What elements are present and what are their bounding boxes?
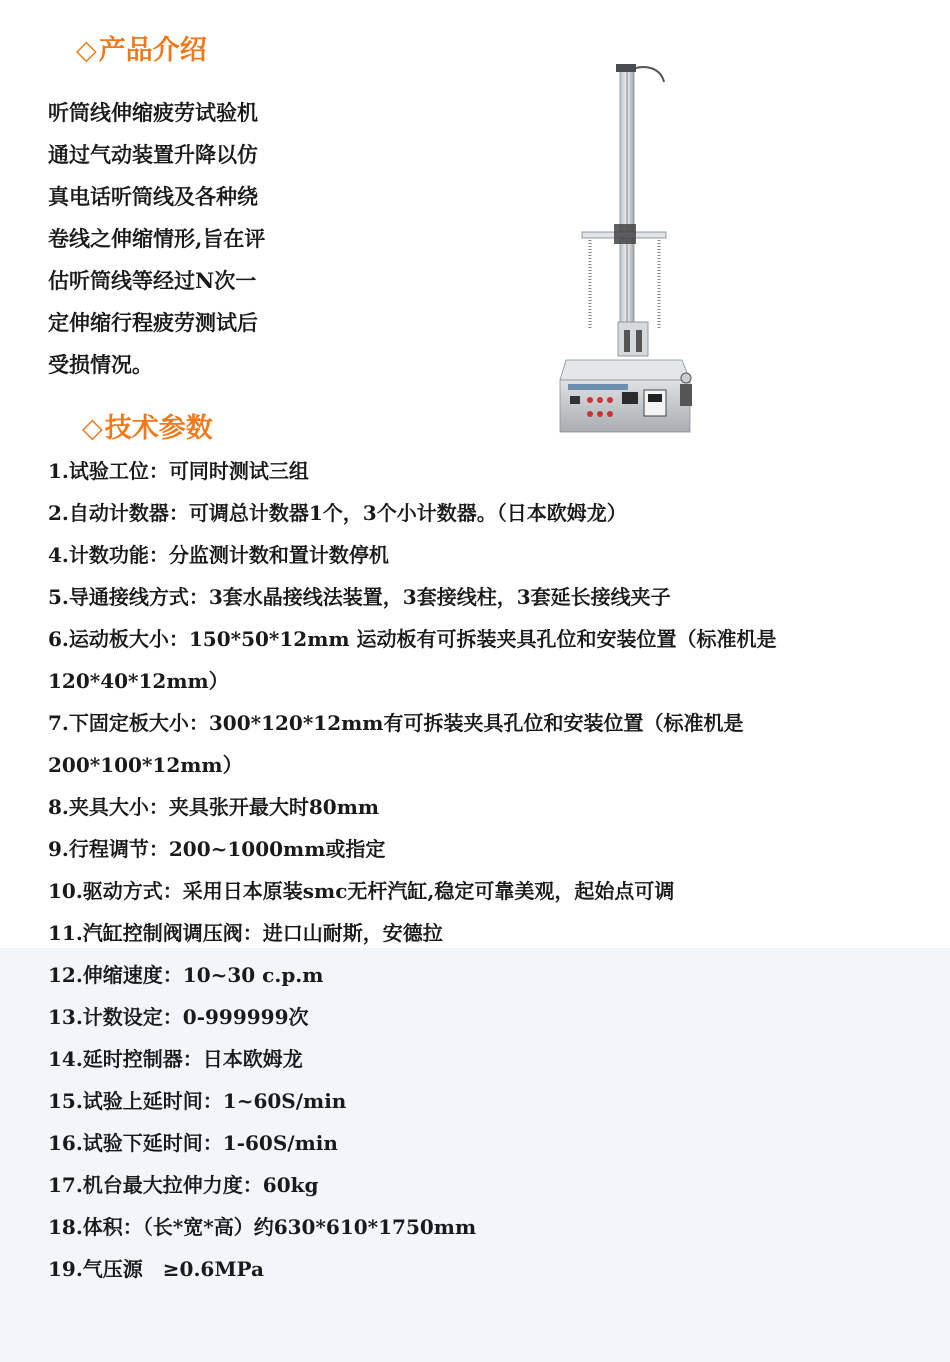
tech-specs-heading bbox=[82, 412, 213, 446]
intro-line: 估听筒线等经过N次一 bbox=[48, 268, 257, 293]
spec-list bbox=[48, 450, 928, 1290]
intro-line: 通过气动装置升降以仿 bbox=[48, 142, 258, 167]
product-description bbox=[48, 92, 318, 386]
product-intro-title: 产品介绍 bbox=[98, 35, 207, 66]
spec-line: 120*40*12mm） bbox=[48, 669, 229, 693]
product-intro-heading bbox=[76, 34, 207, 68]
spec-line: 11.汽缸控制阀调压阀：进口山耐斯，安德拉 bbox=[48, 921, 443, 945]
machine-photo bbox=[556, 60, 706, 442]
tech-specs-title: 技术参数 bbox=[104, 413, 213, 444]
spec-line: 19.气压源 ≥0.6MPa bbox=[48, 1257, 264, 1281]
spec-line: 14.延时控制器：日本欧姆龙 bbox=[48, 1047, 303, 1071]
spec-line: 4.计数功能：分监测计数和置计数停机 bbox=[48, 543, 389, 567]
intro-line: 听筒线伸缩疲劳试验机 bbox=[48, 100, 258, 125]
spec-line: 10.驱动方式：采用日本原装smc无杆汽缸,稳定可靠美观，起始点可调 bbox=[48, 879, 675, 903]
spec-line: 17.机台最大拉伸力度：60kg bbox=[48, 1173, 319, 1197]
spec-line: 18.体积：（长*宽*高）约630*610*1750mm bbox=[48, 1215, 477, 1239]
spec-line: 16.试验下延时间：1-60S/min bbox=[48, 1131, 338, 1155]
intro-line: 真电话听筒线及各种绕 bbox=[48, 184, 258, 209]
spec-line: 15.试验上延时间：1~60S/min bbox=[48, 1089, 347, 1113]
spec-line: 5.导通接线方式：3套水晶接线法装置，3套接线柱，3套延长接线夹子 bbox=[48, 585, 671, 609]
intro-line: 定伸缩行程疲劳测试后 bbox=[48, 310, 258, 335]
diamond-icon: ◇ bbox=[76, 35, 97, 66]
spec-line: 2.自动计数器：可调总计数器1个，3个小计数器。（日本欧姆龙） bbox=[48, 501, 627, 525]
intro-line: 卷线之伸缩情形,旨在评 bbox=[48, 226, 266, 251]
spec-line: 9.行程调节：200~1000mm或指定 bbox=[48, 837, 386, 861]
diamond-icon: ◇ bbox=[82, 413, 103, 444]
spec-line: 8.夹具大小：夹具张开最大时80mm bbox=[48, 795, 380, 819]
intro-line: 受损情况。 bbox=[48, 352, 153, 377]
spec-line: 13.计数设定：0-999999次 bbox=[48, 1005, 309, 1029]
spec-line: 1.试验工位：可同时测试三组 bbox=[48, 459, 309, 483]
spec-line: 200*100*12mm） bbox=[48, 753, 243, 777]
spec-line: 6.运动板大小：150*50*12mm 运动板有可拆装夹具孔位和安装位置（标准机是 bbox=[48, 627, 777, 651]
spec-line: 12.伸缩速度：10~30 c.p.m bbox=[48, 963, 324, 987]
spec-line: 7.下固定板大小：300*120*12mm有可拆装夹具孔位和安装位置（标准机是 bbox=[48, 711, 744, 735]
